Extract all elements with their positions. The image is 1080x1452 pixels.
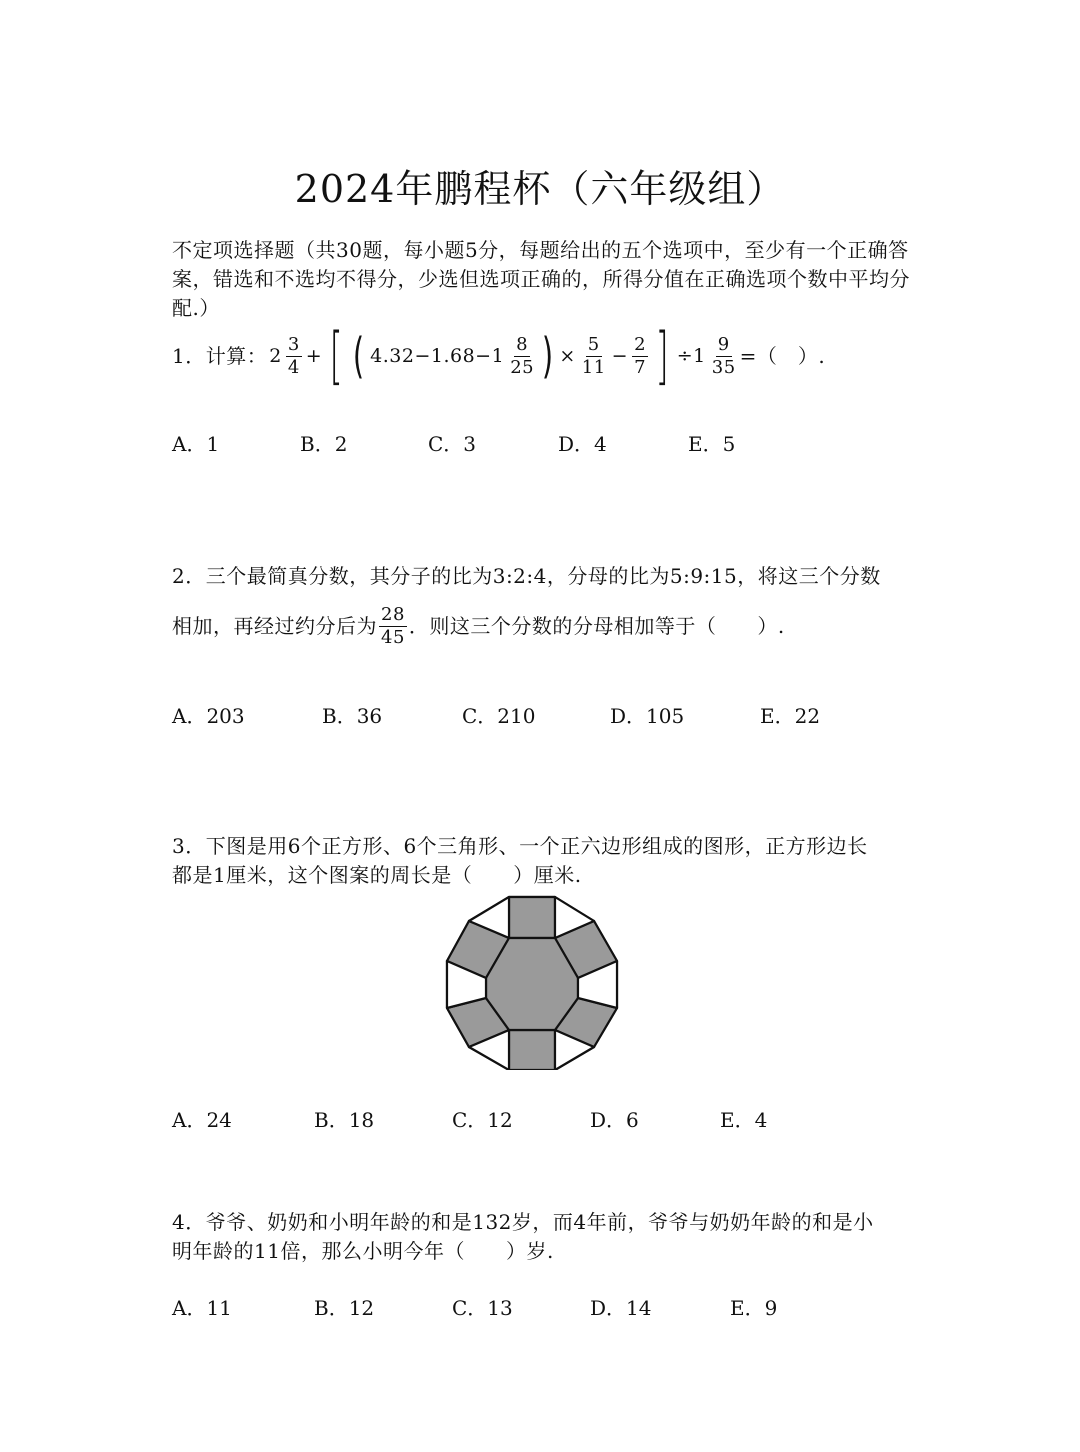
q4-line-1: 4．爷爷、奶奶和小明年龄的和是132岁，而4年前，爷爷与奶奶年龄的和是小 <box>172 1210 874 1234</box>
q1-option-c: C．3 <box>428 432 477 456</box>
q1-suffix: =（ ）. <box>739 343 826 368</box>
center-hexagon <box>486 938 578 1030</box>
q2-line-2-end: ．则这三个分数的分母相加等于（ ）. <box>408 614 785 638</box>
q1-right-paren: ) <box>541 328 554 384</box>
q3-line-2: 都是1厘米，这个图案的周长是（ ）厘米. <box>172 863 582 887</box>
q4-line-2: 明年龄的11倍，那么小明今年（ ）岁. <box>172 1239 554 1263</box>
q2-option-e: E．22 <box>760 704 821 728</box>
q1-option-b: B．2 <box>300 432 348 456</box>
q1-minus: − <box>611 344 629 367</box>
q2-option-b: B．36 <box>322 704 383 728</box>
q1-right-bracket: ] <box>655 319 670 392</box>
page-title: 2024年鹏程杯（六年级组） <box>294 167 786 211</box>
q1-fraction-2: $\frac{8}{25}$ <box>510 333 535 378</box>
q1-fraction-3: $\frac{5}{11}$ <box>581 333 606 378</box>
q2-option-d: D．105 <box>610 704 685 728</box>
q3-option-c: C．12 <box>452 1108 513 1132</box>
q1-plus: + <box>305 344 323 367</box>
q1-fraction-4: $\frac{2}{7}$ <box>634 333 647 378</box>
q2-fraction: $\frac{28}{45}$ <box>381 604 405 648</box>
q2-line-2 <box>172 604 785 649</box>
q4-option-d: D．14 <box>590 1296 652 1320</box>
q3-line-1: 3．下图是用6个正方形、6个三角形、一个正六边形组成的图形，正方形边长 <box>172 834 868 858</box>
q1-option-d: D．4 <box>558 432 607 456</box>
q1-prefix: 1．计算： <box>172 343 268 368</box>
q3-option-a: A．24 <box>172 1108 232 1132</box>
question-1 <box>172 319 826 392</box>
q4-option-c: C．13 <box>452 1296 513 1320</box>
q2-line-1: 2．三个最简真分数，其分子的比为3:2:4，分母的比为5:9:15，将这三个分数 <box>172 564 881 588</box>
q3-option-d: D．6 <box>590 1108 639 1132</box>
q4-option-a: A．11 <box>172 1296 232 1320</box>
q1-fraction-1: $\frac{3}{4}$ <box>287 333 300 378</box>
q1-whole: 2 <box>269 344 282 367</box>
q4-option-b: B．12 <box>314 1296 375 1320</box>
q1-option-e: E．5 <box>688 432 736 456</box>
q1-expression: 4.32−1.68−1 <box>370 344 505 367</box>
square-bottom <box>509 1030 555 1070</box>
q1-option-a: A．1 <box>172 432 220 456</box>
q2-line-2-start: 相加，再经过约分后为 <box>172 614 377 638</box>
q1-left-paren: ( <box>352 328 365 384</box>
q4-option-e: E．9 <box>730 1296 778 1320</box>
q2-option-a: A．203 <box>172 704 245 728</box>
instructions: 不定项选择题（共30题，每小题5分，每题给出的五个选项中，至少有一个正确答案，错选和不选均不得分，少选但选项正确的，所得分值在正确选项个数中平均分配.） <box>172 238 910 320</box>
q1-fraction-5: $\frac{9}{35}$ <box>711 333 736 378</box>
q1-times: × <box>559 344 576 367</box>
q3-option-b: B．18 <box>314 1108 375 1132</box>
q2-option-c: C．210 <box>462 704 536 728</box>
q3-figure <box>440 890 630 1070</box>
square-top <box>509 897 555 938</box>
q1-divide: ÷1 <box>676 344 706 367</box>
q1-left-bracket: [ <box>329 319 344 392</box>
q3-option-e: E．4 <box>720 1108 768 1132</box>
